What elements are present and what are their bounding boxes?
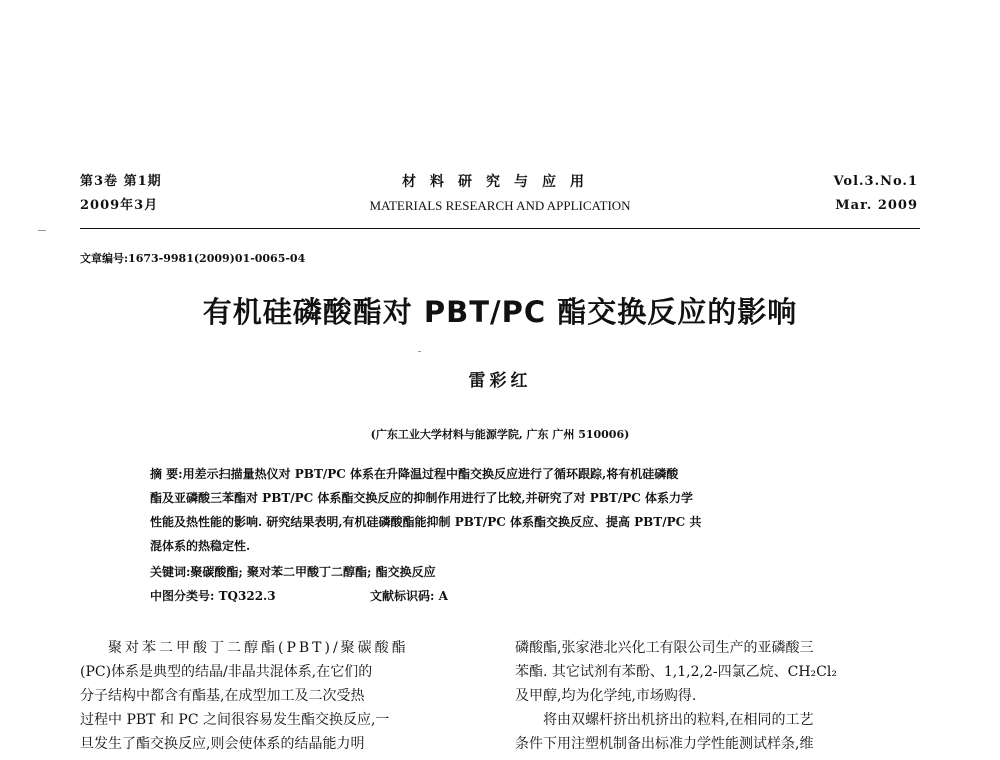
body-line: 旦发生了酯交换反应,则会使体系的结晶能力明 [80,736,365,752]
header-left [80,170,162,218]
body-line: 将由双螺杆挤出机挤出的粒料,在相同的工艺 [543,712,814,728]
keywords: 关键词:聚碳酸酯; 聚对苯二甲酸丁二醇酯; 酯交换反应 [150,565,436,579]
body-line: 分子结构中都含有酯基,在成型加工及二次受热 [80,688,365,704]
journal-name-en: MATERIALS RESEARCH AND APPLICATION [369,198,631,213]
body-line: 磷酸酯,张家港北兴化工有限公司生产的亚磷酸三 [515,640,814,656]
body-line: 条件下用注塑机制备出标准力学性能测试样条,维 [515,736,814,752]
keywords-block [150,560,850,608]
volume-issue-cn: 第3卷 第1期 [80,174,162,189]
volume-issue-en: Vol.3.No.1 [833,174,918,189]
classification-row [150,584,850,608]
abstract-line: 酯及亚磷酸三苯酯对 PBT/PC 体系酯交换反应的抑制作用进行了比较,并研究了对 PBT/PC 体系力学 [150,491,693,505]
date-en: Mar. 2009 [835,198,918,213]
author-name: 雷彩红 [468,371,532,391]
header-center [300,170,700,218]
header-right [834,170,919,218]
body-line: 过程中 PBT 和 PC 之间很容易发生酯交换反应,一 [80,712,390,728]
body-line: 及甲醇,均为化学纯,市场购得. [515,688,697,704]
journal-name-cn: 材料研究与应用 [402,174,598,190]
body-right-column [515,636,920,756]
article-number: 文章编号:1673-9981(2009)01-0065-04 [80,252,306,265]
affiliation: (广东工业大学材料与能源学院, 广东 广州 510006) [370,428,630,441]
article-title: 有机硅磷酸酯对 PBT/PC 酯交换反应的影响 [202,295,798,329]
abstract-line: 摘 要:用差示扫描量热仪对 PBT/PC 体系在升降温过程中酯交换反应进行了循环跟踪,将有机硅磷酸 [150,467,679,481]
abstract [150,462,850,558]
body-line: (PC)体系是典型的结晶/非晶共混体系,在它们的 [80,664,373,680]
abstract-line: 性能及热性能的影响. 研究结果表明,有机硅磷酸酯能抑制 PBT/PC 体系酯交换反应、提高 PBT/PC 共 [150,515,702,529]
body-line: 苯酯. 其它试剂有苯酚、1,1,2,2-四氯乙烷、CH₂Cl₂ [515,664,837,680]
scan-mark [418,351,421,352]
classification-number: 中图分类号: TQ322.3 [150,589,276,603]
scan-mark [38,230,46,231]
abstract-line: 混体系的热稳定性. [150,539,251,553]
document-code: 文献标识码: A [370,589,448,603]
body-line: 聚对苯二甲酸丁二醇酯(PBT)/聚碳酸酯 [108,640,409,656]
date-cn: 2009年3月 [80,198,159,213]
body-left-column [80,636,480,756]
header-rule [80,228,920,229]
